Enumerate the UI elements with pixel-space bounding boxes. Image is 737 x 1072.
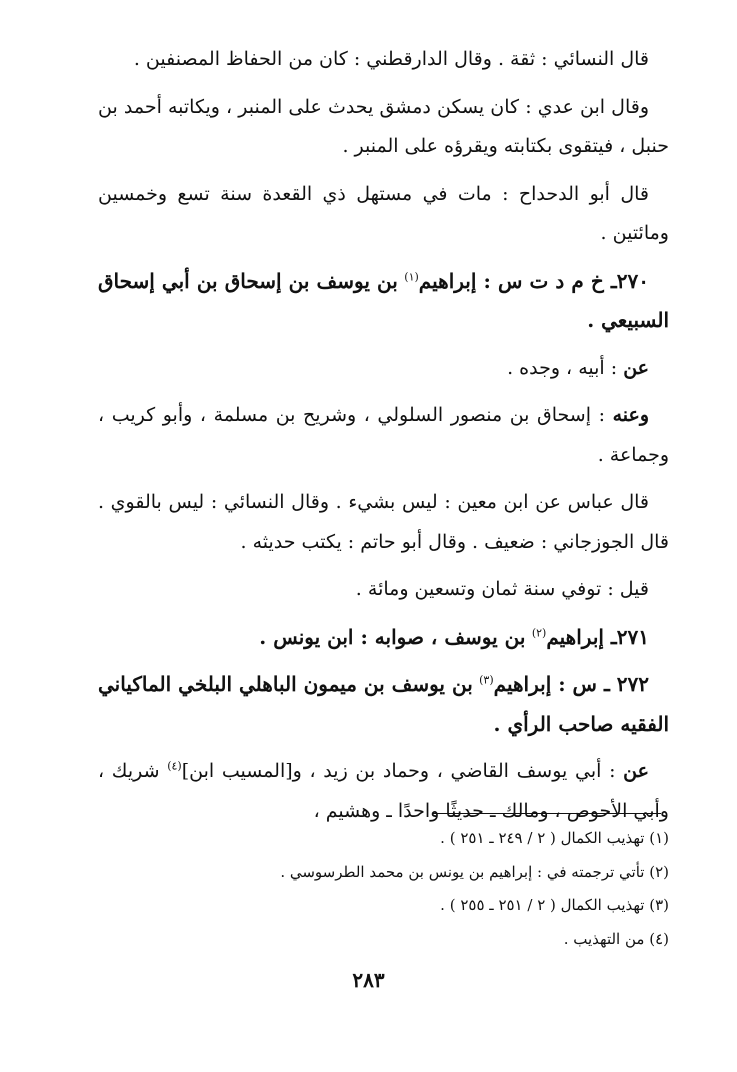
entry-270-anhu	[98, 396, 669, 475]
entry-272-an-ref: (٤)	[167, 759, 182, 773]
entry-270-an-label: عن	[623, 356, 649, 379]
entry-271-ref: (٢)	[531, 625, 547, 639]
entry-272-an-text-1: : أبي يوسف القاضي ، وحماد بن زيد ، و[المسيب ابن]	[181, 760, 616, 782]
entry-270-tail: بن يوسف بن إسحاق بن أبي إسحاق السبيعي .	[98, 268, 669, 332]
footnote-4: (٤) من التهذيب .	[563, 929, 669, 948]
entry-270-an	[98, 349, 669, 389]
entry-271-head: ٢٧١ـ إبراهيم	[546, 624, 649, 649]
entry-270-heading	[98, 262, 669, 341]
footnote-3: (٣) تهذيب الكمال ( ٢ / ٢٥١ ـ ٢٥٥ ) .	[440, 896, 669, 914]
entry-270-head: ٢٧٠ـ خ م د ت س : إبراهيم	[418, 268, 649, 293]
entry-270-anhu-label: وعنه	[612, 404, 649, 426]
entry-272-tail: بن يوسف بن ميمون الباهلي البلخي الماكياني الفقيه صاحب الرأي .	[98, 672, 669, 736]
entry-270-anhu-text: : إسحاق بن منصور السلولي ، وشريح بن مسلمة ، وأبو كريب ، وجماعة .	[98, 404, 669, 466]
paragraph-ibn-adi: وقال ابن عدي : كان يسكن دمشق يحدث على المنبر ، ويكاتبه أحمد بن حنبل ، فيتقوى بكتابته ويقرؤه على المنبر .	[98, 95, 669, 157]
entry-272-heading	[98, 665, 669, 744]
footnote-1: (١) تهذيب الكمال ( ٢ / ٢٤٩ ـ ٢٥١ ) .	[440, 829, 669, 847]
body-text	[98, 40, 669, 839]
page-number: ٢٨٣	[352, 968, 385, 992]
entry-272-an-text-2: شريك ، وأبي الأحوص ، ومالك ـ حديثًا واحدًا ـ وهشيم ،	[98, 760, 669, 822]
entry-270-an-text: : أبيه ، وجده .	[507, 356, 618, 379]
entry-271-heading	[98, 618, 669, 658]
paragraph-abu-dahdah: قال أبو الدحداح : مات في مستهل ذي القعدة سنة تسع وخمسين ومائتين .	[98, 182, 669, 244]
entry-272-ref: (٣)	[479, 673, 494, 687]
entry-272-head: ٢٧٢ ـ س : إبراهيم	[493, 672, 649, 696]
footnote-2: (٢) تأتي ترجمته في : إبراهيم بن يونس بن محمد الطرسوسي .	[280, 862, 669, 881]
entry-270-abbas: قال عباس عن ابن معين : ليس بشيء . وقال النسائي : ليس بالقوي . قال الجوزجاني : ضعيف . وقال أبو حاتم : يكتب حديثه .	[98, 491, 669, 553]
entry-271-tail: بن يوسف ، صوابه : ابن يونس .	[259, 624, 526, 649]
entry-272-an	[98, 752, 669, 831]
footnote-divider	[433, 813, 661, 814]
entry-270-ref: (١)	[404, 269, 419, 283]
entry-272-an-label: عن	[623, 760, 649, 782]
entry-270-qila: قيل : توفي سنة ثمان وتسعين ومائة .	[355, 578, 649, 600]
footnotes	[98, 822, 669, 956]
paragraph-nasai: قال النسائي : ثقة . وقال الدارقطني : كان من الحفاظ المصنفين .	[133, 48, 649, 70]
